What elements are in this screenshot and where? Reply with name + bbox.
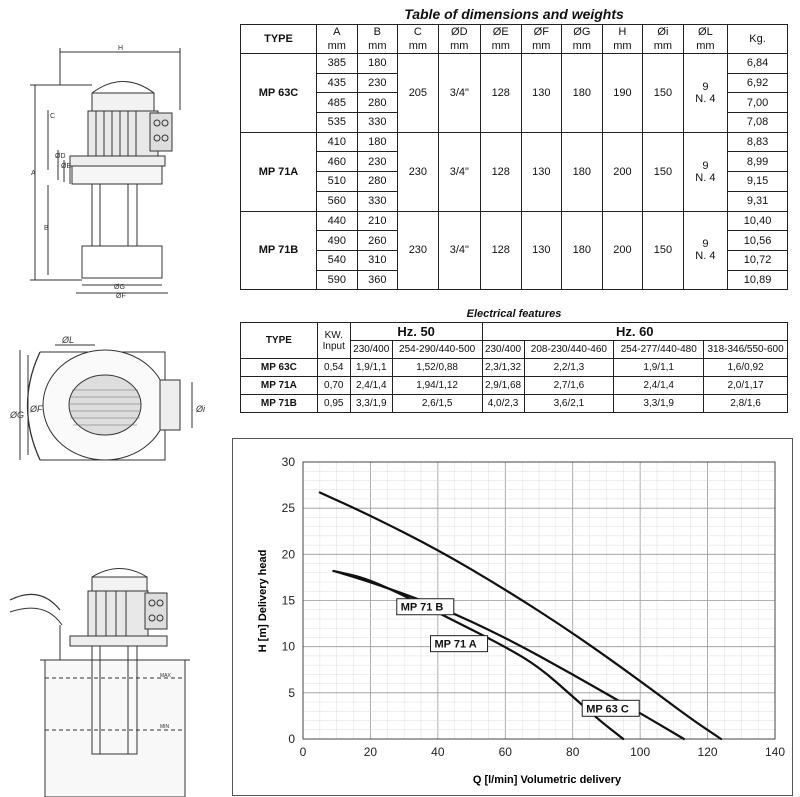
electrical-table — [240, 322, 788, 413]
dim-label-f: ØF — [116, 293, 126, 300]
technical-drawings — [0, 0, 232, 797]
dim-label-b: B — [44, 225, 49, 232]
elec-header-hz50: Hz. 50 — [350, 323, 482, 341]
level-max-label: MAX — [160, 673, 171, 679]
chart-frame — [233, 439, 793, 796]
dimensions-table — [240, 24, 788, 290]
elec-current: 2,2/1,3 — [524, 359, 614, 377]
chart-y-tick-label: 30 — [281, 455, 295, 469]
dim-c: 230 — [398, 132, 439, 211]
elec-current: 2,3/1,32 — [482, 359, 524, 377]
dim-b: 260 — [357, 231, 398, 251]
dim-a: 535 — [317, 113, 358, 133]
chart-y-tick-label: 25 — [281, 501, 295, 516]
dim-header-col: ØG mm — [562, 25, 603, 54]
dim-header-col: ØF mm — [521, 25, 562, 54]
dim-kg: 6,84 — [728, 54, 788, 74]
dim-f: 130 — [521, 211, 562, 290]
elec-kw: 0,95 — [317, 395, 350, 413]
dim-row — [241, 211, 788, 231]
elec-voltage-60: 208-230/440-460 — [524, 341, 614, 359]
chart-y-axis-label: H [m] Delivery head — [257, 549, 269, 653]
chart-y-tick-label: 10 — [281, 639, 295, 654]
chart-x-tick-label: 120 — [697, 745, 718, 759]
chart-x-tick-label: 60 — [498, 745, 512, 759]
chart-x-tick-label: 80 — [566, 745, 580, 759]
level-min-label: MIN — [160, 724, 170, 730]
dim-b: 230 — [357, 73, 398, 93]
performance-chart — [232, 438, 800, 797]
top-view-drawing — [20, 345, 192, 460]
dim-i: 150 — [643, 211, 684, 290]
elec-row — [241, 395, 788, 413]
elec-current: 1,9/1,1 — [614, 359, 704, 377]
chart-series-label: MP 71 B — [400, 601, 444, 614]
dim-header-col: C mm — [398, 25, 439, 54]
dim-h: 200 — [602, 132, 643, 211]
dim-a: 560 — [317, 191, 358, 211]
dim-a: 435 — [317, 73, 358, 93]
dim-label-h: H — [118, 45, 124, 52]
elec-kw: 0,70 — [317, 377, 350, 395]
elec-row — [241, 359, 788, 377]
dim-a: 460 — [317, 152, 358, 172]
dim-g: 180 — [562, 132, 603, 211]
dim-c: 205 — [398, 54, 439, 133]
dim-kg: 9,31 — [728, 191, 788, 211]
dim-header-col: Kg. — [728, 25, 788, 54]
elec-header-hz60: Hz. 60 — [482, 323, 787, 341]
dim-b: 310 — [357, 250, 398, 270]
elec-current: 2,0/1,17 — [704, 377, 788, 395]
chart-x-tick-label: 140 — [764, 745, 786, 759]
dim-header-col: ØL mm — [683, 25, 727, 54]
dim-a: 385 — [317, 54, 358, 74]
chart-y-tick-label: 15 — [281, 593, 295, 608]
chart-x-tick-label: 0 — [299, 745, 307, 759]
dim-header-col: A mm — [317, 25, 358, 54]
dim-header-col: Øi mm — [643, 25, 684, 54]
elec-row — [241, 377, 788, 395]
dim-label-f-top: ØF — [30, 404, 43, 414]
elec-kw: 0,54 — [317, 359, 350, 377]
dim-type: MP 71B — [241, 211, 317, 290]
dim-h: 190 — [602, 54, 643, 133]
dim-c: 230 — [398, 211, 439, 290]
dim-b: 360 — [357, 270, 398, 290]
dim-label-e: ØE — [61, 163, 72, 170]
elec-current: 2,9/1,68 — [482, 377, 524, 395]
dim-label-g: ØG — [114, 284, 125, 291]
dim-a: 410 — [317, 132, 358, 152]
elec-current: 1,6/0,92 — [704, 359, 788, 377]
dim-g: 180 — [562, 211, 603, 290]
dim-b: 180 — [357, 132, 398, 152]
dim-kg: 10,72 — [728, 250, 788, 270]
dim-label-d: ØD — [55, 153, 66, 160]
elec-current: 2,4/1,4 — [350, 377, 392, 395]
chart-series-label: MP 71 A — [434, 638, 477, 651]
elec-current: 3,3/1,9 — [350, 395, 392, 413]
chart-x-tick-label: 100 — [630, 745, 651, 759]
dim-header-col: B mm — [357, 25, 398, 54]
dim-b: 280 — [357, 93, 398, 113]
dim-type: MP 71A — [241, 132, 317, 211]
elec-current: 3,3/1,9 — [614, 395, 704, 413]
chart-y-tick-label: 5 — [288, 685, 295, 700]
dim-l: 9 N. 4 — [683, 211, 727, 290]
dim-kg: 8,99 — [728, 152, 788, 172]
dim-label-i-top: Øi — [196, 404, 205, 414]
elec-current: 2,4/1,4 — [614, 377, 704, 395]
dim-header-col: ØD mm — [438, 25, 480, 54]
dimensions-title: Table of dimensions and weights — [404, 6, 624, 22]
dim-l: 9 N. 4 — [683, 132, 727, 211]
dim-a: 510 — [317, 172, 358, 192]
dim-label-g-top: ØG — [10, 410, 25, 420]
front-view-drawing — [30, 48, 180, 293]
elec-voltage-50: 254-290/440-500 — [392, 341, 482, 359]
dim-e: 128 — [480, 132, 521, 211]
dim-g: 180 — [562, 54, 603, 133]
elec-header-kw: KW. Input — [317, 323, 350, 359]
elec-current: 2,6/1,5 — [392, 395, 482, 413]
dim-i: 150 — [643, 132, 684, 211]
dim-row — [241, 54, 788, 74]
dim-b: 210 — [357, 211, 398, 231]
dim-b: 330 — [357, 191, 398, 211]
dim-header-type: TYPE — [241, 25, 317, 54]
dim-l: 9 N. 4 — [683, 54, 727, 133]
dim-row — [241, 132, 788, 152]
dim-kg: 7,08 — [728, 113, 788, 133]
dim-b: 280 — [357, 172, 398, 192]
dim-kg: 10,56 — [728, 231, 788, 251]
elec-current: 1,52/0,88 — [392, 359, 482, 377]
dim-a: 590 — [317, 270, 358, 290]
dim-type: MP 63C — [241, 54, 317, 133]
dim-d: 3/4" — [438, 54, 480, 133]
dim-i: 150 — [643, 54, 684, 133]
dim-kg: 10,89 — [728, 270, 788, 290]
elec-type: MP 71A — [241, 377, 318, 395]
chart-y-tick-label: 20 — [281, 547, 295, 562]
elec-voltage-50: 230/400 — [350, 341, 392, 359]
elec-current: 3,6/2,1 — [524, 395, 614, 413]
chart-series-label: MP 63 C — [586, 703, 629, 716]
elec-current: 1,9/1,1 — [350, 359, 392, 377]
chart-x-tick-label: 20 — [363, 745, 378, 759]
elec-current: 2,8/1,6 — [704, 395, 788, 413]
installation-drawing — [10, 569, 190, 797]
dim-kg: 8,83 — [728, 132, 788, 152]
elec-header-type: TYPE — [241, 323, 318, 359]
dim-kg: 7,00 — [728, 93, 788, 113]
dim-d: 3/4" — [438, 132, 480, 211]
dim-h: 200 — [602, 211, 643, 290]
elec-voltage-60: 230/400 — [482, 341, 524, 359]
dim-f: 130 — [521, 132, 562, 211]
dim-e: 128 — [480, 54, 521, 133]
dim-header-col: ØE mm — [480, 25, 521, 54]
dim-kg: 10,40 — [728, 211, 788, 231]
chart-y-tick-label: 0 — [288, 732, 295, 746]
dim-label-c: C — [50, 113, 56, 120]
elec-voltage-60: 254-277/440-480 — [614, 341, 704, 359]
dim-kg: 6,92 — [728, 73, 788, 93]
elec-voltage-60: 318-346/550-600 — [704, 341, 788, 359]
elec-type: MP 71B — [241, 395, 318, 413]
elec-current: 2,7/1,6 — [524, 377, 614, 395]
dim-label-l: ØL — [62, 335, 75, 345]
dim-label-a: A — [31, 170, 36, 177]
dim-d: 3/4" — [438, 211, 480, 290]
dim-f: 130 — [521, 54, 562, 133]
elec-current: 1,94/1,12 — [392, 377, 482, 395]
dim-b: 180 — [357, 54, 398, 74]
elec-type: MP 63C — [241, 359, 318, 377]
dim-a: 485 — [317, 93, 358, 113]
dim-e: 128 — [480, 211, 521, 290]
dim-b: 230 — [357, 152, 398, 172]
dim-b: 330 — [357, 113, 398, 133]
dim-a: 490 — [317, 231, 358, 251]
chart-x-axis-label: Q [l/min] Volumetric delivery — [472, 774, 622, 786]
chart-x-tick-label: 40 — [431, 745, 445, 759]
dim-a: 440 — [317, 211, 358, 231]
dim-kg: 9,15 — [728, 172, 788, 192]
dim-header-col: H mm — [602, 25, 643, 54]
elec-current: 4,0/2,3 — [482, 395, 524, 413]
electrical-title: Electrical features — [466, 308, 562, 320]
dim-a: 540 — [317, 250, 358, 270]
